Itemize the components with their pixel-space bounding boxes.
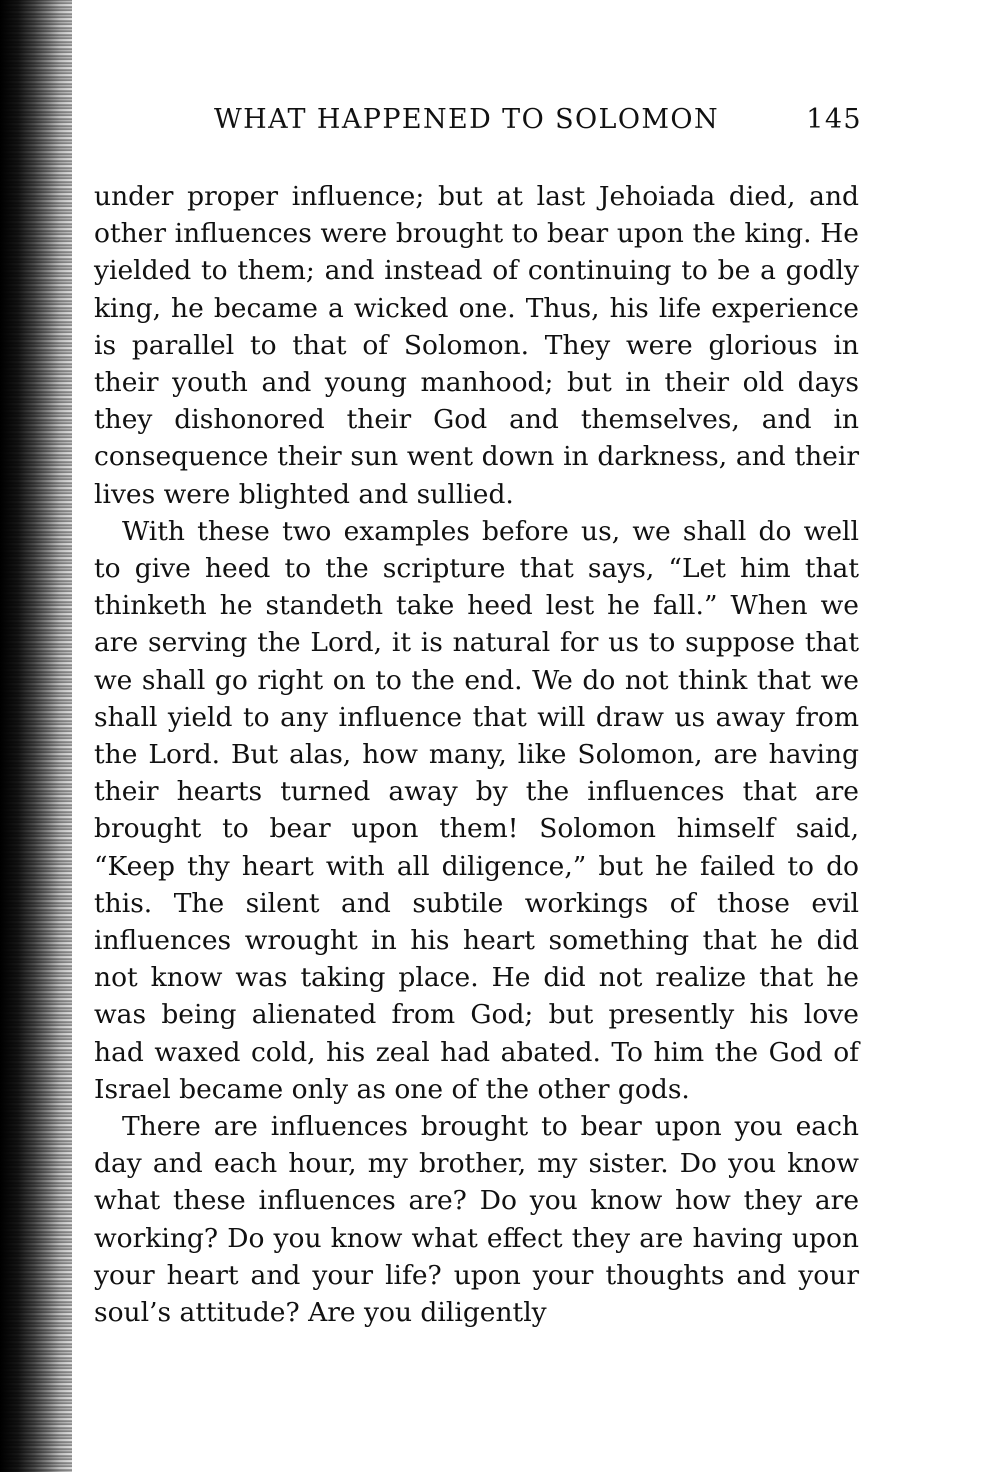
chapter-title: WHAT HAPPENED TO SOLOMON [214,104,719,135]
running-head [214,104,862,144]
paragraph-2: With these two examples before us, we shall do well to give heed to the scripture that says, “Let him that thinketh he standeth take heed lest he fall.” When we are serving the Lord, it is natural for us to suppose that we shall go right on to the end. We do not think that we shall yield to any influence that will draw us away from the Lord. But alas, how many, like Solomon, are having their hearts turned away by the influences that are brought to bear upon them! Solomon himself said, “Keep thy heart with all diligence,” but he failed to do this. The silent and subtile workings of those evil influences wrought in his heart something that he did not know was taking place. He did not realize that he was being alienated from God; but presently his love had waxed cold, his zeal had abated. To him the God of Israel became only as one of the other gods. [94,515,859,1105]
paragraph-3: There are influences brought to bear upon you each day and each hour, my brother, my sister. Do you know what these influences are? Do you know how they are working? Do you know what effect they are having upon your heart and your life? upon your thoughts and your soul’s attitude? Are you diligently [94,1111,859,1329]
book-spine-shadow [0,0,72,1472]
body-text [94,178,859,1331]
paragraph-1: under proper influence; but at last Jehoiada died, and other influences were brought to bear upon the king. He yielded to them; and instead of continuing to be a godly king, he became a wicked one. Thus, his life experience is parallel to that of Solomon. They were glorious in their youth and young manhood; but in their old days they dishonored their God and themselves, and in consequence their sun went down in darkness, and their lives were blighted and sullied. [94,181,859,510]
page-number: 145 [806,104,862,135]
